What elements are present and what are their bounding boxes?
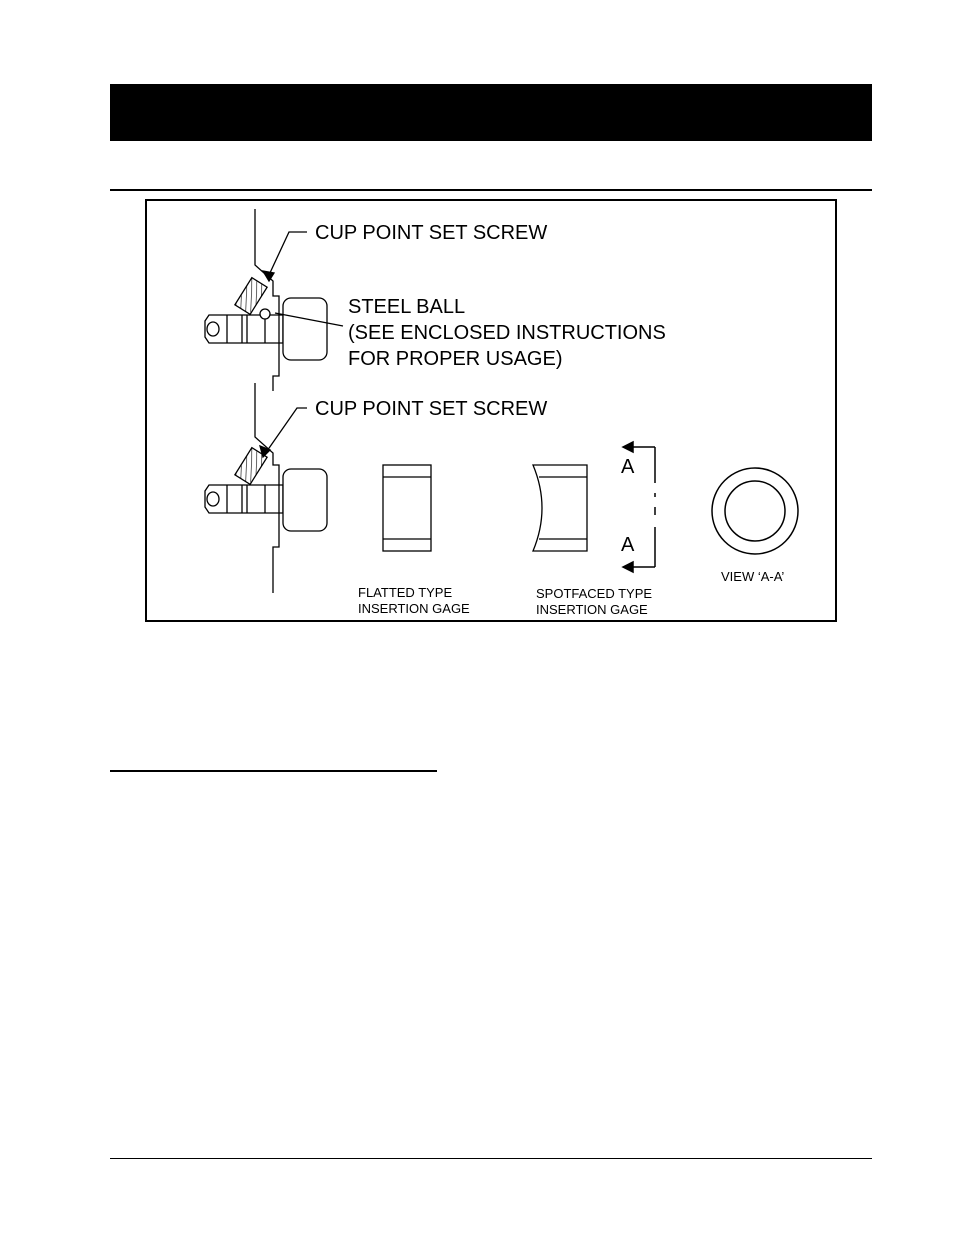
- section-letter-bottom: A: [621, 534, 635, 556]
- bottom-assembly: [205, 383, 327, 593]
- spotfaced-gage-drawing: [533, 465, 587, 551]
- label-instructions-line-1: (SEE ENCLOSED INSTRUCTIONS: [348, 322, 666, 344]
- section-letter-top: A: [621, 456, 635, 478]
- label-instructions-line-2: FOR PROPER USAGE): [348, 348, 563, 370]
- label-view-aa: VIEW ‘A-A’: [721, 569, 785, 584]
- label-spotfaced-type-line-1: SPOTFACED TYPE: [536, 586, 653, 601]
- label-cup-point-set-screw-top: CUP POINT SET SCREW: [315, 222, 548, 244]
- technical-drawing: [147, 201, 835, 620]
- footer-rule: [110, 1158, 872, 1159]
- label-spotfaced-type-line-2: INSERTION GAGE: [536, 602, 648, 617]
- label-flatted-type-line-1: FLATTED TYPE: [358, 585, 453, 600]
- section-rule-top: [110, 189, 872, 191]
- label-steel-ball: STEEL BALL: [348, 296, 466, 318]
- header-bar: [110, 84, 872, 141]
- section-rule-middle: [110, 770, 437, 772]
- view-aa-drawing: [712, 468, 798, 554]
- figure-frame: [145, 199, 837, 622]
- flatted-gage-drawing: [383, 465, 431, 551]
- label-cup-point-set-screw-bottom: CUP POINT SET SCREW: [315, 398, 548, 420]
- label-flatted-type-line-2: INSERTION GAGE: [358, 601, 470, 616]
